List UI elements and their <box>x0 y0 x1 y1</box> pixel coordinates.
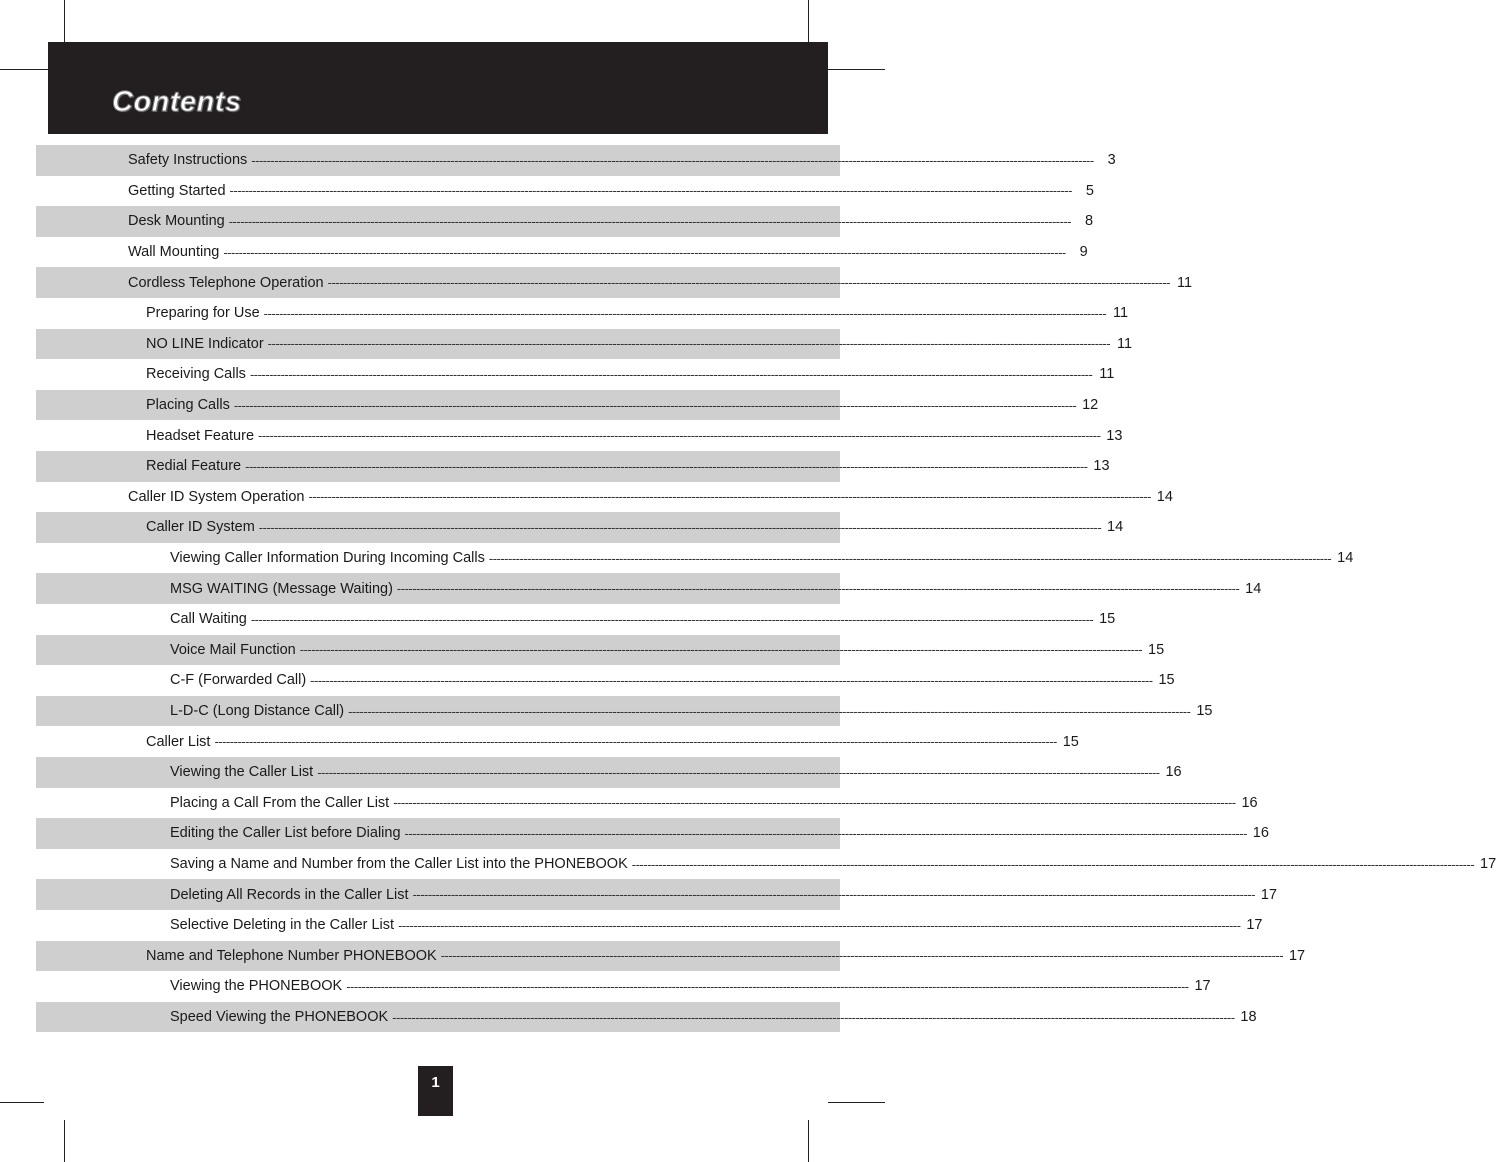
toc-entry-title: Caller ID System Operation <box>128 488 305 505</box>
toc-entry-page: 17 <box>1194 978 1211 995</box>
toc-entry[interactable] <box>170 1002 1257 1033</box>
toc-entry-title: Wall Mounting <box>128 244 220 261</box>
toc-entry[interactable] <box>146 451 1110 482</box>
toc-row <box>36 298 1129 329</box>
toc-entry-title: Caller ID System <box>146 519 255 536</box>
toc-entry-page: 15 <box>1158 672 1175 689</box>
dot-leader: ---------------------------------------------------------------------------------------------------------------------------------------------------------------------------------------------------------------------------- <box>412 887 1255 903</box>
dot-leader: ---------------------------------------------------------------------------------------------------------------------------------------------------------------------------------------------------------------------------- <box>249 366 1093 382</box>
toc-entry[interactable] <box>146 298 1129 329</box>
toc-entry-title: Preparing for Use <box>146 305 260 322</box>
toc-entry-title: Viewing Caller Information During Incoming Calls <box>170 550 485 567</box>
toc-entry[interactable] <box>170 604 1116 635</box>
crop-mark <box>0 1102 44 1103</box>
dot-leader: ---------------------------------------------------------------------------------------------------------------------------------------------------------------------------------------------------------------------------- <box>310 672 1153 688</box>
toc-entry-title: Redial Feature <box>146 458 242 475</box>
toc-row <box>36 910 1263 941</box>
crop-mark <box>808 1120 809 1162</box>
toc-entry[interactable] <box>170 788 1258 819</box>
toc-entry[interactable] <box>128 176 1094 207</box>
dot-leader: ---------------------------------------------------------------------------------------------------------------------------------------------------------------------------------------------------------------------------- <box>250 611 1094 627</box>
toc-entry-page: 15 <box>1196 703 1213 720</box>
toc-row <box>36 482 1173 513</box>
toc-row <box>36 206 1094 237</box>
dot-leader: ---------------------------------------------------------------------------------------------------------------------------------------------------------------------------------------------------------------------------- <box>631 856 1475 872</box>
toc-row <box>36 390 1099 421</box>
toc-entry-page: 14 <box>1245 580 1262 597</box>
toc-entry-page: 15 <box>1062 733 1079 750</box>
dot-leader: ---------------------------------------------------------------------------------------------------------------------------------------------------------------------------------------------------------------------------- <box>258 428 1101 444</box>
toc-row <box>36 329 1133 360</box>
dot-leader: ---------------------------------------------------------------------------------------------------------------------------------------------------------------------------------------------------------------------------- <box>223 244 1066 260</box>
crop-mark <box>828 1102 885 1103</box>
dot-leader: ---------------------------------------------------------------------------------------------------------------------------------------------------------------------------------------------------------------------------- <box>233 397 1077 413</box>
dot-leader: ---------------------------------------------------------------------------------------------------------------------------------------------------------------------------------------------------------------------------- <box>327 275 1171 291</box>
toc-entry-page: 17 <box>1480 856 1496 873</box>
toc-entry-page: 17 <box>1260 886 1277 903</box>
dot-leader: ---------------------------------------------------------------------------------------------------------------------------------------------------------------------------------------------------------------------------- <box>396 581 1240 597</box>
toc-row <box>36 176 1094 207</box>
toc-row <box>36 818 1269 849</box>
toc-entry-title: Cordless Telephone Operation <box>128 274 324 291</box>
toc-row <box>36 451 1110 482</box>
toc-entry[interactable] <box>146 726 1079 757</box>
toc-entry-title: Deleting All Records in the Caller List <box>170 886 409 903</box>
toc-row <box>36 543 1354 574</box>
dot-leader: ---------------------------------------------------------------------------------------------------------------------------------------------------------------------------------------------------------------------------- <box>229 183 1072 199</box>
dot-leader: ---------------------------------------------------------------------------------------------------------------------------------------------------------------------------------------------------------------------------- <box>299 642 1143 658</box>
toc-row <box>36 879 1277 910</box>
dot-leader: ---------------------------------------------------------------------------------------------------------------------------------------------------------------------------------------------------------------------------- <box>488 550 1332 566</box>
toc-entry-title: Viewing the PHONEBOOK <box>170 978 343 995</box>
dot-leader: ---------------------------------------------------------------------------------------------------------------------------------------------------------------------------------------------------------------------------- <box>440 948 1284 964</box>
dot-leader: ---------------------------------------------------------------------------------------------------------------------------------------------------------------------------------------------------------------------------- <box>263 305 1107 321</box>
dot-leader: ---------------------------------------------------------------------------------------------------------------------------------------------------------------------------------------------------------------------------- <box>317 764 1160 780</box>
toc-entry[interactable] <box>170 573 1262 604</box>
toc-entry[interactable] <box>170 543 1354 574</box>
toc-entry[interactable] <box>170 849 1496 880</box>
toc-row <box>36 145 1116 176</box>
dot-leader: ---------------------------------------------------------------------------------------------------------------------------------------------------------------------------------------------------------------------------- <box>393 795 1236 811</box>
toc-row <box>36 757 1182 788</box>
toc-row <box>36 359 1115 390</box>
toc-entry-page: 15 <box>1099 611 1116 628</box>
toc-entry[interactable] <box>170 910 1263 941</box>
toc-entry-title: Headset Feature <box>146 427 255 444</box>
toc-entry[interactable] <box>128 145 1116 176</box>
toc-entry-page: 17 <box>1246 917 1263 934</box>
toc-row <box>36 573 1262 604</box>
toc-entry-title: Safety Instructions <box>128 152 248 169</box>
dot-leader: ---------------------------------------------------------------------------------------------------------------------------------------------------------------------------------------------------------------------------- <box>251 152 1094 168</box>
toc-entry-title: Receiving Calls <box>146 366 246 383</box>
toc-entry-page: 9 <box>1079 244 1088 261</box>
toc-entry-title: Voice Mail Function <box>170 641 296 658</box>
toc-entry-page: 8 <box>1085 213 1094 230</box>
toc-row <box>36 849 1496 880</box>
toc-entry-page: 16 <box>1241 794 1258 811</box>
toc-row <box>36 788 1258 819</box>
toc-entry[interactable] <box>170 757 1182 788</box>
toc-entry-title: Placing Calls <box>146 397 230 414</box>
toc-row <box>36 635 1165 666</box>
toc-entry-page: 13 <box>1093 458 1110 475</box>
page-title: Contents <box>112 86 242 118</box>
toc-entry-title: C-F (Forwarded Call) <box>170 672 307 689</box>
toc-entry-page: 14 <box>1156 488 1173 505</box>
toc-row <box>36 665 1175 696</box>
toc-entry[interactable] <box>170 818 1269 849</box>
toc-entry[interactable] <box>146 359 1115 390</box>
dot-leader: ---------------------------------------------------------------------------------------------------------------------------------------------------------------------------------------------------------------------------- <box>245 458 1088 474</box>
toc-row <box>36 267 1193 298</box>
toc-entry-page: 11 <box>1099 366 1115 383</box>
toc-entry-page: 16 <box>1252 825 1269 842</box>
dot-leader: ---------------------------------------------------------------------------------------------------------------------------------------------------------------------------------------------------------------------------- <box>398 917 1241 933</box>
toc-row <box>36 420 1123 451</box>
toc-entry-title: Viewing the Caller List <box>170 764 314 781</box>
toc-entry-page: 11 <box>1176 274 1193 291</box>
dot-leader: ---------------------------------------------------------------------------------------------------------------------------------------------------------------------------------------------------------------------------- <box>308 489 1151 505</box>
toc-entry[interactable] <box>170 635 1165 666</box>
toc-entry[interactable] <box>170 971 1211 1002</box>
dot-leader: ---------------------------------------------------------------------------------------------------------------------------------------------------------------------------------------------------------------------------- <box>348 703 1191 719</box>
toc-entry-title: Saving a Name and Number from the Caller List into the PHONEBOOK <box>170 856 628 873</box>
toc-entry[interactable] <box>128 237 1088 268</box>
toc-entry[interactable] <box>128 267 1193 298</box>
toc-entry-title: Call Waiting <box>170 611 247 628</box>
toc-row <box>36 941 1306 972</box>
toc-entry-page: 3 <box>1107 152 1116 169</box>
toc-entry[interactable] <box>146 390 1099 421</box>
toc-entry-page: 15 <box>1148 641 1165 658</box>
toc-entry[interactable] <box>128 482 1173 513</box>
dot-leader: ---------------------------------------------------------------------------------------------------------------------------------------------------------------------------------------------------------------------------- <box>346 978 1189 994</box>
toc-entry-title: Placing a Call From the Caller List <box>170 794 390 811</box>
crop-mark <box>808 0 809 42</box>
toc-entry[interactable] <box>146 941 1306 972</box>
toc-row <box>36 696 1213 727</box>
toc-entry-title: Selective Deleting in the Caller List <box>170 917 395 934</box>
toc-entry-title: Speed Viewing the PHONEBOOK <box>170 1009 389 1026</box>
toc-entry-title: Caller List <box>146 733 211 750</box>
toc-entry-page: 17 <box>1288 947 1306 964</box>
toc-entry-page: 14 <box>1337 550 1354 567</box>
toc-entry-page: 14 <box>1107 519 1124 536</box>
dot-leader: ---------------------------------------------------------------------------------------------------------------------------------------------------------------------------------------------------------------------------- <box>392 1009 1235 1025</box>
toc-entry[interactable] <box>128 206 1094 237</box>
contents-header-bar <box>48 42 828 134</box>
toc-row <box>36 604 1116 635</box>
toc-row <box>36 512 1124 543</box>
toc-entry[interactable] <box>146 329 1133 360</box>
toc-entry-page: 13 <box>1106 427 1123 444</box>
toc-entry-title: Getting Started <box>128 182 226 199</box>
toc-entry[interactable] <box>170 879 1277 910</box>
toc-row <box>36 971 1211 1002</box>
toc-entry-page: 12 <box>1082 397 1099 414</box>
dot-leader: ---------------------------------------------------------------------------------------------------------------------------------------------------------------------------------------------------------------------------- <box>258 519 1102 535</box>
crop-mark <box>828 69 885 70</box>
crop-mark <box>64 0 65 42</box>
toc-entry-title: Desk Mounting <box>128 213 225 230</box>
toc-entry-page: 16 <box>1165 764 1182 781</box>
toc-entry-title: L-D-C (Long Distance Call) <box>170 703 345 720</box>
crop-mark <box>64 1120 65 1162</box>
toc-entry[interactable] <box>146 512 1124 543</box>
toc-entry-title: Name and Telephone Number PHONEBOOK <box>146 947 437 964</box>
dot-leader: ---------------------------------------------------------------------------------------------------------------------------------------------------------------------------------------------------------------------------- <box>214 734 1057 750</box>
dot-leader: ---------------------------------------------------------------------------------------------------------------------------------------------------------------------------------------------------------------------------- <box>228 213 1072 229</box>
dot-leader: ---------------------------------------------------------------------------------------------------------------------------------------------------------------------------------------------------------------------------- <box>404 825 1247 841</box>
toc-entry-title: MSG WAITING (Message Waiting) <box>170 580 393 597</box>
dot-leader: ---------------------------------------------------------------------------------------------------------------------------------------------------------------------------------------------------------------------------- <box>267 336 1111 352</box>
toc-entry[interactable] <box>170 696 1213 727</box>
toc-entry-page: 18 <box>1240 1009 1257 1026</box>
toc-entry-title: NO LINE Indicator <box>146 335 264 352</box>
toc-entry-page: 11 <box>1112 305 1129 322</box>
crop-mark <box>0 69 48 70</box>
toc-row <box>36 1002 1257 1033</box>
toc-entry[interactable] <box>170 665 1175 696</box>
toc-row <box>36 237 1088 268</box>
toc-entry-page: 11 <box>1117 335 1133 352</box>
toc-entry-page: 5 <box>1085 182 1094 199</box>
toc-entry[interactable] <box>146 420 1123 451</box>
toc-entry-title: Editing the Caller List before Dialing <box>170 825 401 842</box>
toc-row <box>36 726 1079 757</box>
page-number: 1 <box>418 1066 453 1116</box>
